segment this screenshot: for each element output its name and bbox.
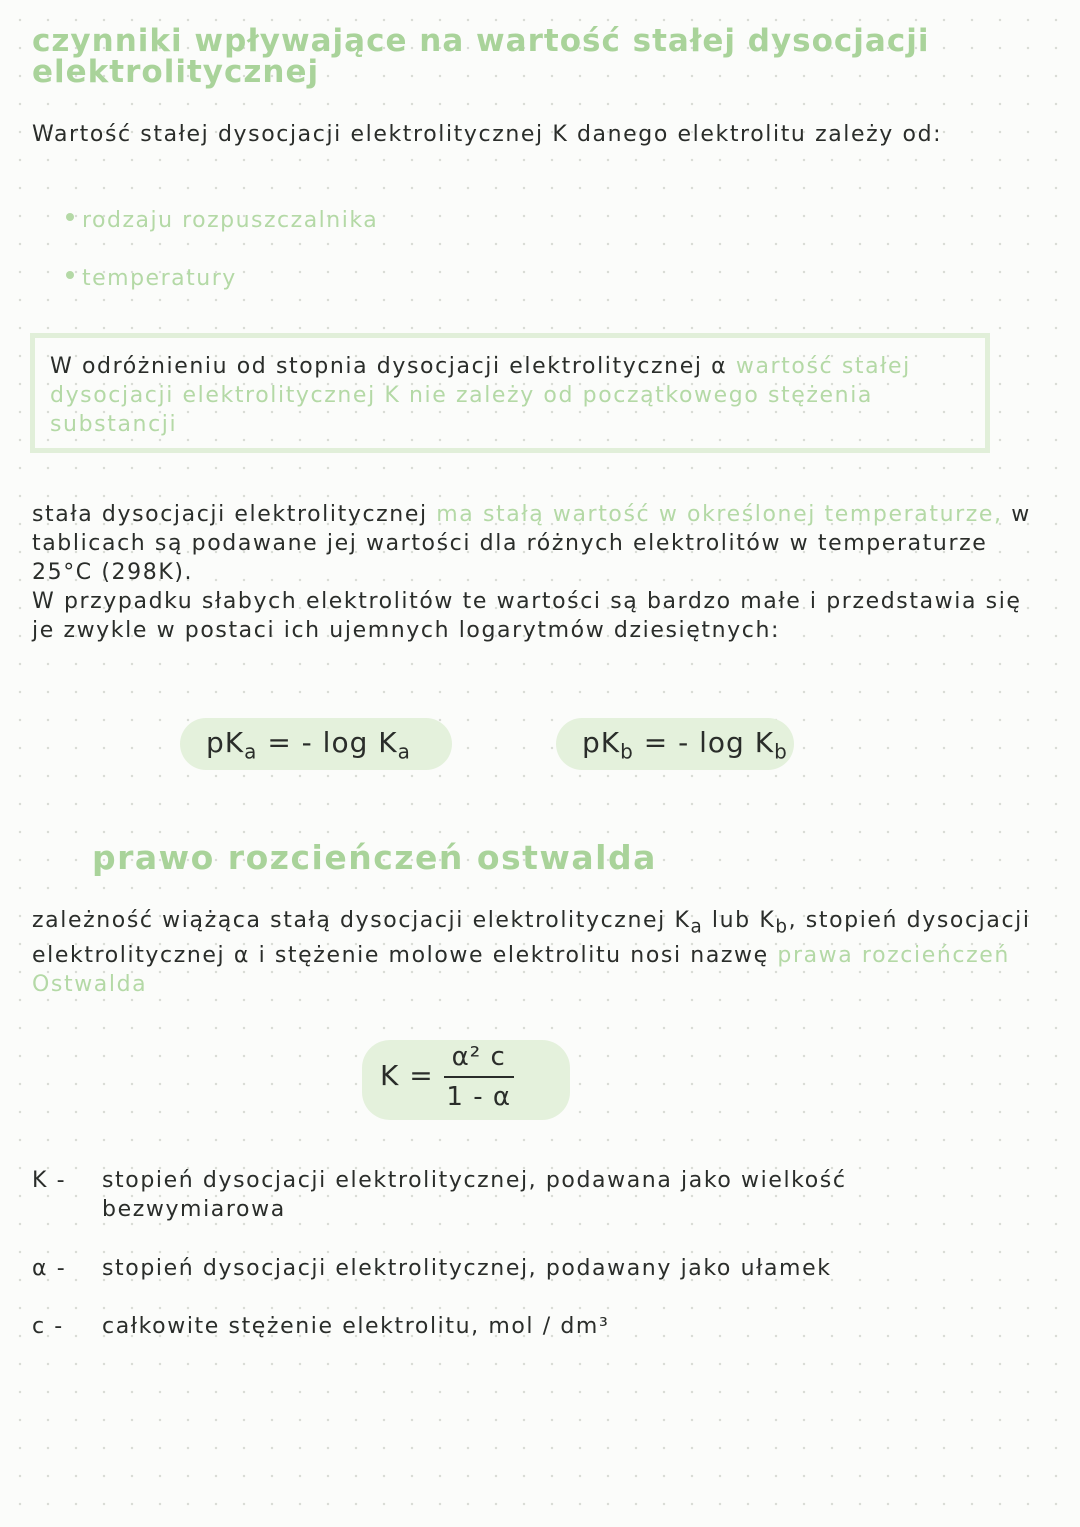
ostwald-fraction: $\frac{\text{α² c}}{1 - \alpha}$ — [444, 1042, 514, 1112]
def-text-alpha: stopień dysocjacji elektrolitycznej, podawany jako ułamek — [102, 1256, 832, 1281]
ostwald-paragraph: zależność wiążąca stałą dysocjacji elektrolitycznej $K_a$ lub $K_b$, stopień dysocjacji elektrolitycznej α i stężenie molowe elektrolitu nosi nazwę prawa rozcieńczeń Ostwalda — [32, 908, 1031, 998]
def-text-k: stopień dysocjacji elektrolitycznej, podawana jako wielkość bezwymiarowa — [102, 1168, 847, 1222]
bullet-icon — [66, 213, 74, 221]
ostwald-formula: K = $\frac{\text{α² c}}{1 - \alpha}$ — [380, 1042, 514, 1112]
formula-pka: $pK_a$ = - $\log K_a$ — [206, 726, 411, 764]
section-heading-ostwald: prawo rozcieńczeń ostwalda — [92, 838, 657, 877]
def-symbol-alpha: α - — [32, 1256, 67, 1281]
bullet-icon — [66, 271, 74, 279]
factor-item-solvent: rodzaju rozpuszczalnika — [66, 208, 378, 233]
intro-text: Wartość stałej dysocjacji elektrolitycznej K danego elektrolitu zależy od: — [32, 122, 943, 147]
def-text-c: całkowite stężenie elektrolitu, mol / dm³ — [102, 1314, 610, 1339]
def-symbol-c: c - — [32, 1314, 64, 1339]
formula-pkb: $pK_b$ = - $\log K_b$ — [582, 726, 788, 764]
ostwald-law-name: prawa rozcieńczeń Ostwalda — [32, 943, 1010, 998]
note-highlight: wartość stałej dysocjacji elektrolitycznej K nie zależy od początkowego stężenia substancji — [50, 354, 911, 437]
def-symbol-k: K - — [32, 1168, 67, 1193]
constant-highlight: ma stałą wartość w określonej temperaturze, — [436, 502, 1003, 527]
constant-paragraph: stała dysocjacji elektrolitycznej ma stałą wartość w określonej temperaturze, w tablicach są podawane jej wartości dla różnych elektrolitów w temperaturze 25°C (298K). W przypadku słabych elektrolitów te wartości są bardzo małe i przedstawia się je zwykle w postaci ich ujemnych logarytmów dziesiętnych: — [32, 502, 1031, 643]
weak-electrolytes-text: W przypadku słabych elektrolitów te wartości są bardzo małe i przedstawia się je zwykle w postaci ich ujemnych logarytmów dziesiętnych: — [32, 589, 1022, 643]
section-heading-factors: czynniki wpływające na wartość stałej dysocjacji elektrolitycznej — [32, 23, 930, 90]
note-lead: W odróżnieniu od stopnia dysocjacji elektrolitycznej α — [50, 354, 728, 379]
factor-item-temperature: temperatury — [66, 266, 237, 291]
note-box-text — [50, 352, 975, 439]
